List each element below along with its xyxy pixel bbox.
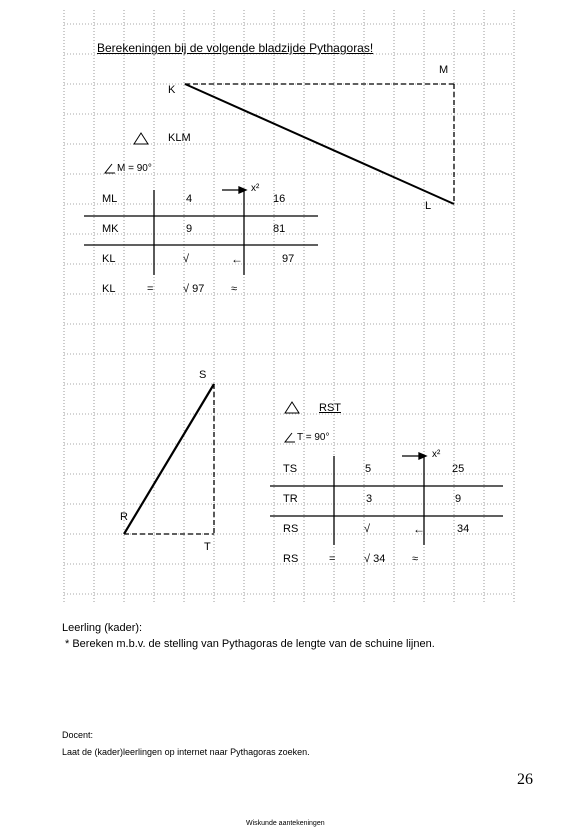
result-label: KL xyxy=(102,283,116,295)
table-label: RS xyxy=(283,523,299,535)
triangle-klm xyxy=(185,84,454,204)
square-header: x² xyxy=(251,183,260,194)
table-value: 9 xyxy=(186,223,193,235)
table-label: TR xyxy=(283,493,298,505)
vertex-m: M xyxy=(439,64,449,76)
right-angle-t: T = 90° xyxy=(297,432,330,443)
table-square: 81 xyxy=(273,223,286,235)
vertex-s: S xyxy=(199,369,207,381)
vertex-k: K xyxy=(168,84,176,96)
result-equals: = xyxy=(329,553,336,565)
vertex-l: L xyxy=(425,200,432,212)
side-kl xyxy=(185,84,454,204)
arrow-left-icon: ← xyxy=(231,252,243,266)
sqrt-symbol: √ xyxy=(183,253,190,265)
table-square: 97 xyxy=(282,253,295,265)
angle-symbol-icon xyxy=(285,433,295,442)
triangle-symbol-icon xyxy=(134,133,148,144)
triangle-name-klm: KLM xyxy=(168,132,191,144)
footer-text: Wiskunde aantekeningen xyxy=(246,820,325,827)
right-angle-m: M = 90° xyxy=(117,163,152,174)
angle-symbols xyxy=(105,164,295,442)
triangle-symbol-icon xyxy=(285,402,299,413)
vertex-t: T xyxy=(204,541,211,553)
table-label: MK xyxy=(102,223,119,235)
table-label: TS xyxy=(283,463,298,475)
side-rs xyxy=(124,384,214,534)
table-square: 34 xyxy=(457,523,470,535)
table-square: 9 xyxy=(455,493,462,505)
triangle-name-rst: RST xyxy=(319,402,341,414)
table-value: 3 xyxy=(366,493,373,505)
table-label: KL xyxy=(102,253,116,265)
page-title: Berekeningen bij de volgende bladzijde Pythagoras! xyxy=(97,41,374,55)
sqrt-symbol: √ xyxy=(364,523,371,535)
table-square: 16 xyxy=(273,193,286,205)
square-arrows xyxy=(222,187,426,459)
arrow-left-icon: ← xyxy=(413,522,425,536)
result-approx: ≈ xyxy=(412,553,419,565)
teacher-instruction: Laat de (kader)leerlingen op internet naar Pythagoras zoeken. xyxy=(62,747,310,757)
result-value: √ 97 xyxy=(183,283,205,295)
page-number: 26 xyxy=(517,771,533,788)
table-label: ML xyxy=(102,193,118,205)
student-heading: Leerling (kader): xyxy=(62,622,143,634)
result-label: RS xyxy=(283,553,299,565)
student-instruction: * Bereken m.b.v. de stelling van Pythagoras de lengte van de schuine lijnen. xyxy=(65,638,435,650)
result-approx: ≈ xyxy=(231,283,238,295)
square-header: x² xyxy=(432,449,441,460)
angle-symbol-icon xyxy=(105,164,115,173)
table-square: 25 xyxy=(452,463,465,475)
vertex-r: R xyxy=(120,511,128,523)
result-equals: = xyxy=(147,283,154,295)
table-value: 4 xyxy=(186,193,193,205)
table-value: 5 xyxy=(365,463,372,475)
result-value: √ 34 xyxy=(364,553,386,565)
triangle-rst xyxy=(124,384,214,534)
teacher-heading: Docent: xyxy=(62,730,94,740)
